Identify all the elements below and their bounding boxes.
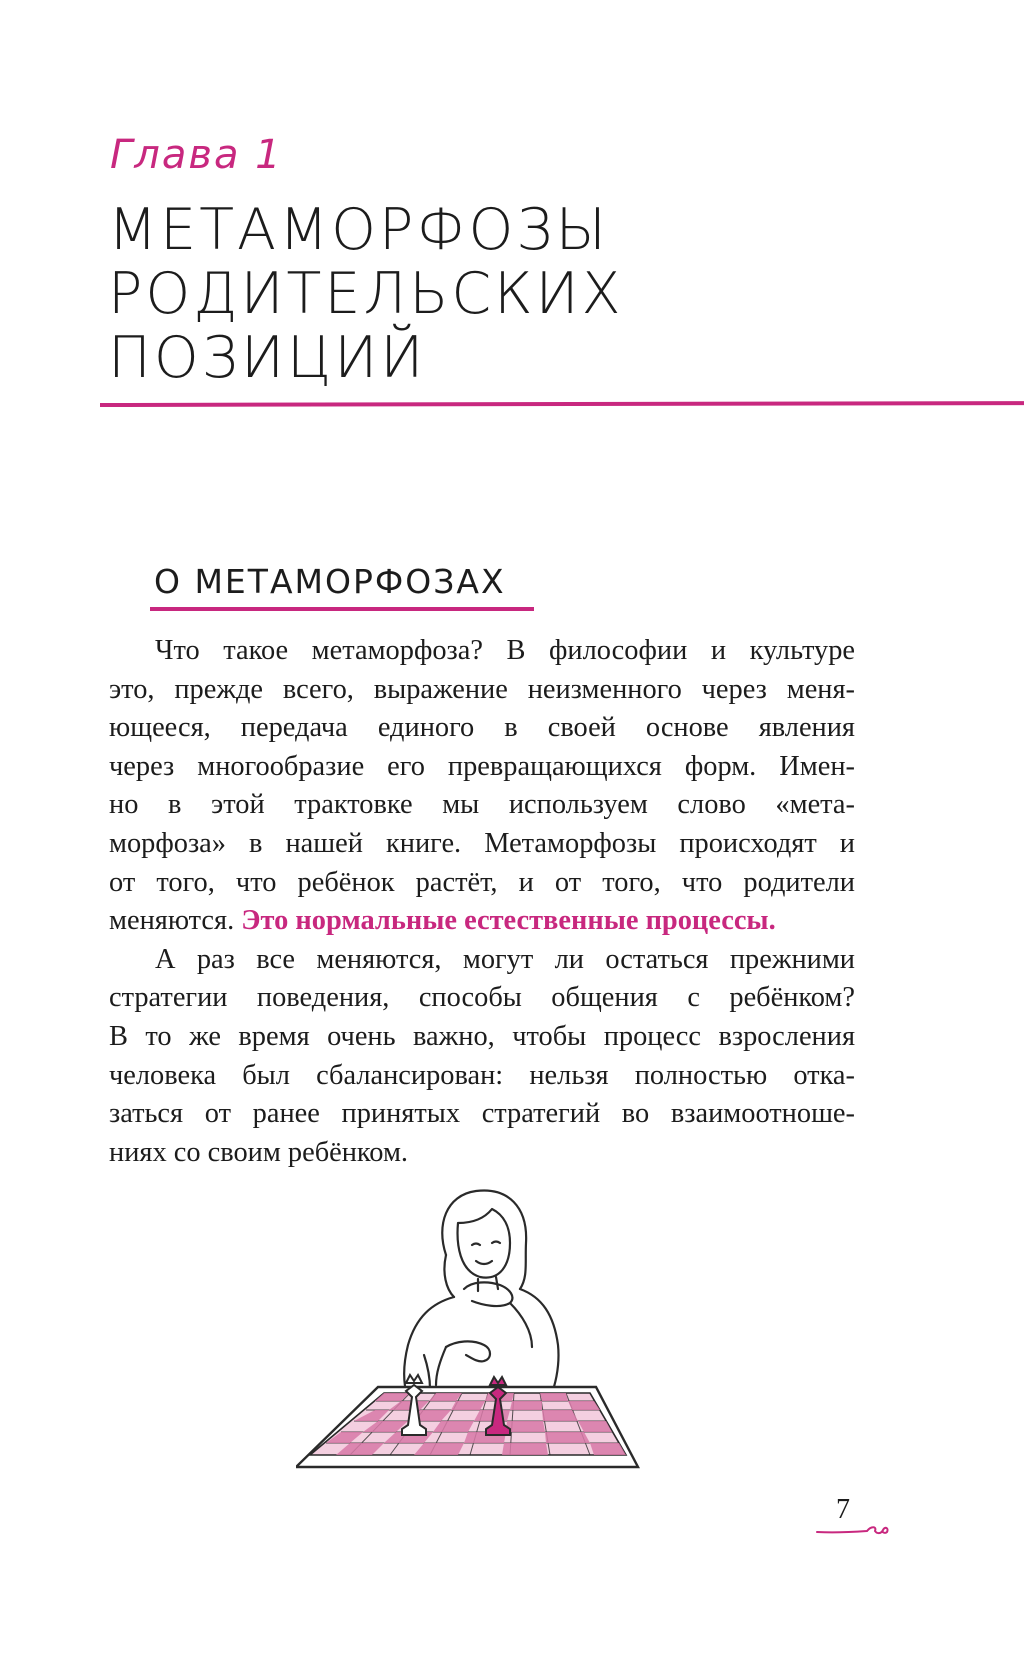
highlighted-sentence: Это нормальные естественные процессы. bbox=[241, 905, 776, 937]
chapter-title-line: РОДИТЕЛЬСКИХ bbox=[108, 261, 624, 327]
page-ornament bbox=[815, 1522, 893, 1538]
section-heading: О МЕТАМОРФОЗАХ bbox=[154, 562, 506, 601]
body-line: это, прежде всего, выражение неизменного через меня- bbox=[109, 673, 855, 705]
chess-player-illustration bbox=[296, 1185, 680, 1475]
section-heading-underline bbox=[150, 607, 534, 611]
body-text bbox=[109, 632, 855, 1172]
body-line: морфоза» в нашей книге. Метаморфозы происходят и bbox=[109, 827, 855, 859]
body-line: от того, что ребёнок растёт, и от того, что родители bbox=[109, 866, 855, 898]
body-line: Что такое метаморфоза? В философии и культуре bbox=[155, 635, 855, 666]
chapter-label: Глава 1 bbox=[110, 132, 283, 178]
body-line: стратегии поведения, способы общения с ребёнком? bbox=[109, 982, 855, 1014]
body-line: заться от ранее принятых стратегий во взаимоотноше- bbox=[109, 1098, 855, 1130]
body-line: ниях со своим ребёнком. bbox=[109, 1136, 409, 1168]
body-line: ющееся, передача единого в своей основе явления bbox=[109, 712, 855, 744]
chapter-title-line: МЕТАМОРФОЗЫ bbox=[108, 197, 609, 263]
body-line bbox=[109, 902, 855, 941]
body-line: В то же время очень важно, чтобы процесс взросления bbox=[109, 1020, 855, 1052]
title-divider bbox=[100, 401, 1024, 407]
body-line: через многообразие его превращающихся форм. Имен- bbox=[109, 750, 855, 782]
body-line: А раз все меняются, могут ли остаться прежними bbox=[155, 943, 855, 975]
body-line: но в этой трактовке мы используем слово «мета- bbox=[109, 789, 855, 821]
body-line: человека был сбалансирован: нельзя полностью отка- bbox=[109, 1059, 855, 1091]
chapter-title bbox=[108, 198, 968, 390]
chapter-title-line: ПОЗИЦИЙ bbox=[108, 325, 427, 391]
body-line-text: меняются. bbox=[109, 905, 235, 937]
page-number: 7 bbox=[836, 1494, 850, 1525]
